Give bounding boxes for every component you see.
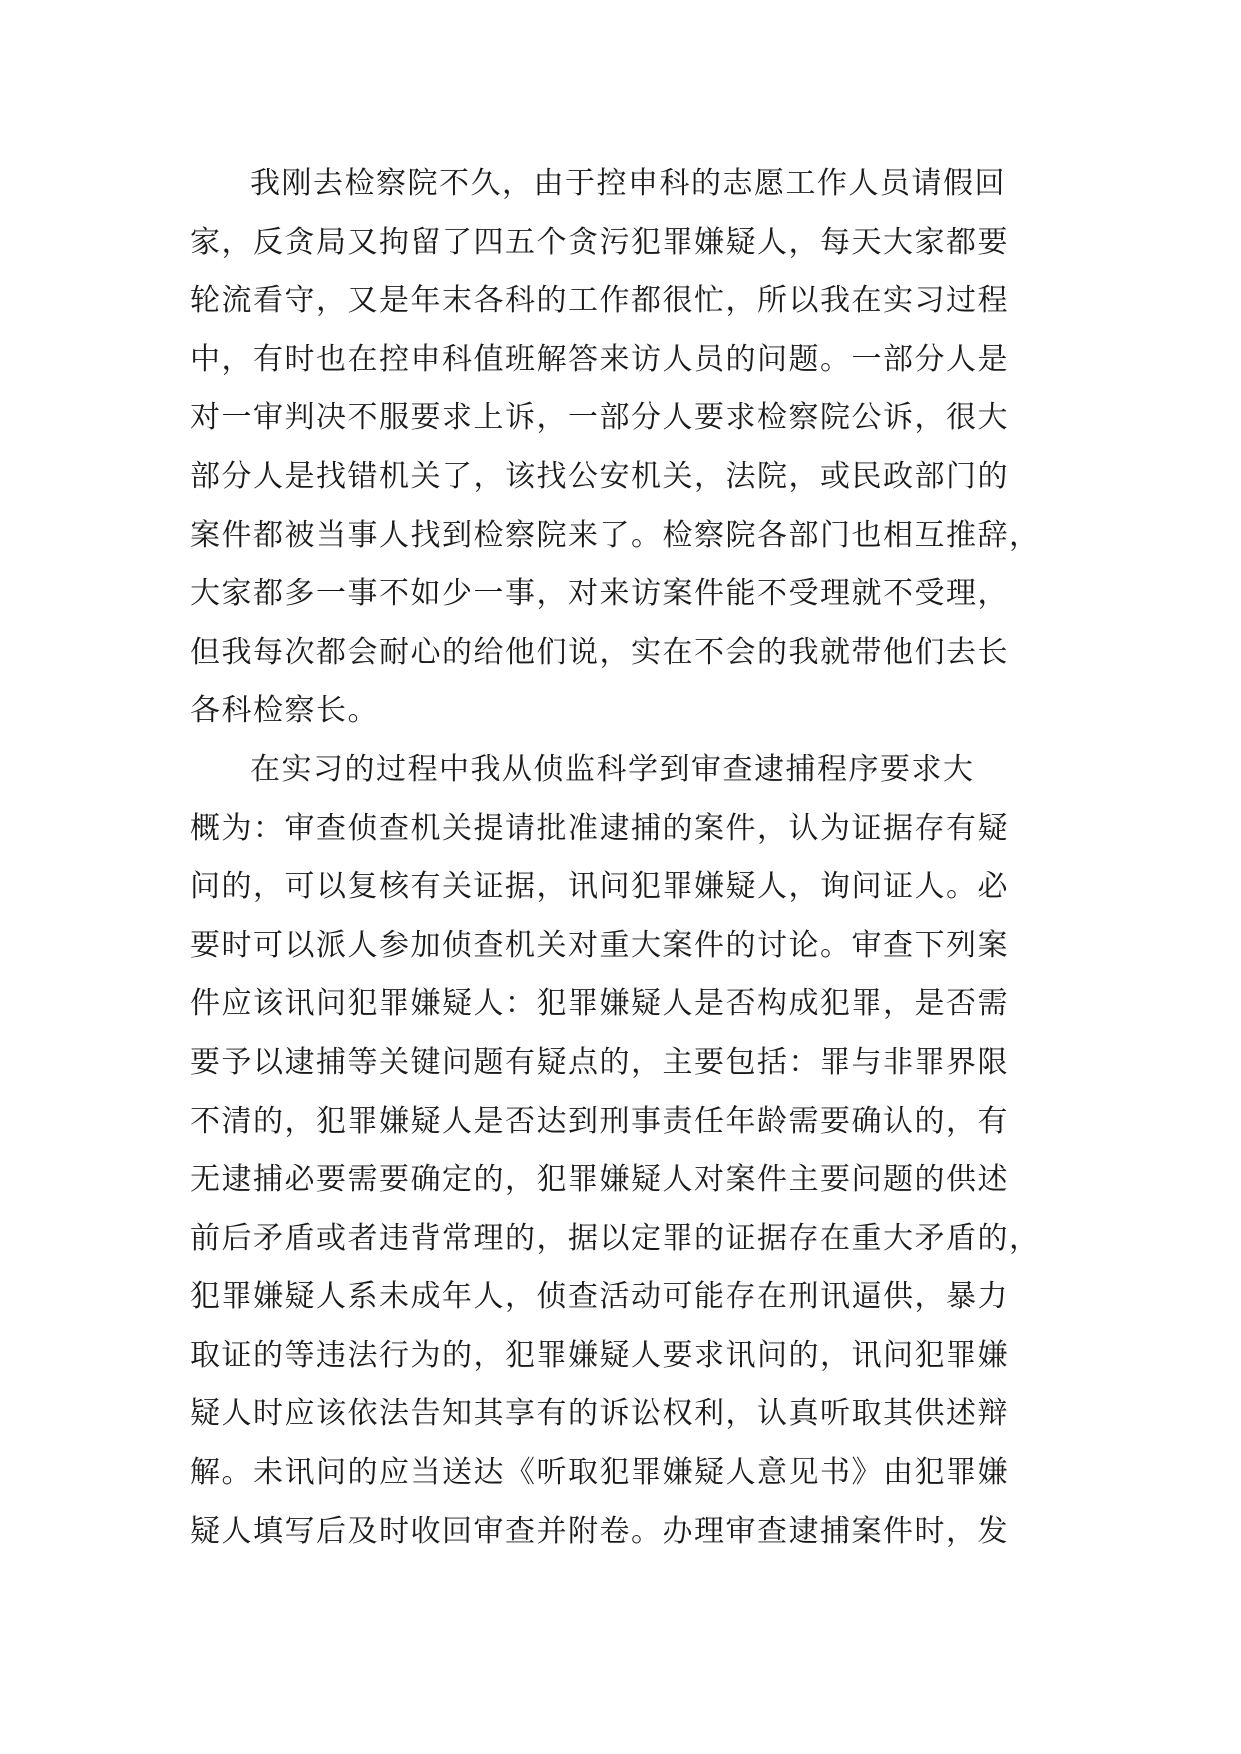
text-line: 部分人是找错机关了，该找公安机关，法院，或民政部门的 (190, 458, 1009, 494)
text-line: 取证的等违法行为的，犯罪嫌疑人要求讯问的，讯问犯罪嫌 (190, 1337, 1009, 1373)
text-line: 疑人时应该依法告知其享有的诉讼权利，认真听取其供述辩 (190, 1396, 1009, 1432)
text-line: 对一审判决不服要求上诉，一部分人要求检察院公诉，很大 (190, 400, 1009, 436)
paragraph-1 (190, 155, 1058, 741)
document-body (190, 155, 1058, 1561)
text-line: 轮流看守，又是年末各科的工作都很忙，所以我在实习过程 (190, 283, 1009, 319)
text-line: 家，反贪局又拘留了四五个贪污犯罪嫌疑人，每天大家都要 (190, 224, 1009, 260)
text-line: 但我每次都会耐心的给他们说，实在不会的我就带他们去长 (190, 634, 1009, 670)
text-line: 在实习的过程中我从侦监科学到审查逮捕程序要求大 (250, 751, 975, 787)
text-line: 要时可以派人参加侦查机关对重大案件的讨论。审查下列案 (190, 927, 1009, 963)
text-line: 件应该讯问犯罪嫌疑人：犯罪嫌疑人是否构成犯罪，是否需 (190, 986, 1009, 1022)
text-line: 中，有时也在控申科值班解答来访人员的问题。一部分人是 (190, 341, 1009, 377)
text-line: 不清的，犯罪嫌疑人是否达到刑事责任年龄需要确认的，有 (190, 1103, 1009, 1139)
paragraph-2 (190, 741, 1058, 1561)
text-line: 问的，可以复核有关证据，讯问犯罪嫌疑人，询问证人。必 (190, 869, 1009, 905)
text-line: 解。未讯问的应当送达《听取犯罪嫌疑人意见书》由犯罪嫌 (190, 1455, 1009, 1491)
text-line: 要予以逮捕等关键问题有疑点的，主要包括：罪与非罪界限 (190, 1044, 1009, 1080)
text-line: 大家都多一事不如少一事，对来访案件能不受理就不受理， (190, 576, 1009, 612)
text-line: 我刚去检察院不久，由于控申科的志愿工作人员请假回 (250, 166, 1006, 201)
text-line: 疑人填写后及时收回审查并附卷。办理审查逮捕案件时，发 (190, 1513, 1009, 1549)
text-line: 各科检察长。 (190, 693, 379, 729)
text-line: 概为：审查侦查机关提请批准逮捕的案件，认为证据存有疑 (190, 810, 1009, 846)
text-line: 犯罪嫌疑人系未成年人，侦查活动可能存在刑讯逼供，暴力 (190, 1279, 1009, 1315)
text-line: 无逮捕必要需要确定的，犯罪嫌疑人对案件主要问题的供述 (190, 1162, 1009, 1198)
text-line: 案件都被当事人找到检察院来了。检察院各部门也相互推辞， (190, 517, 1041, 553)
text-line: 前后矛盾或者违背常理的，据以定罪的证据存在重大矛盾的， (190, 1220, 1041, 1256)
